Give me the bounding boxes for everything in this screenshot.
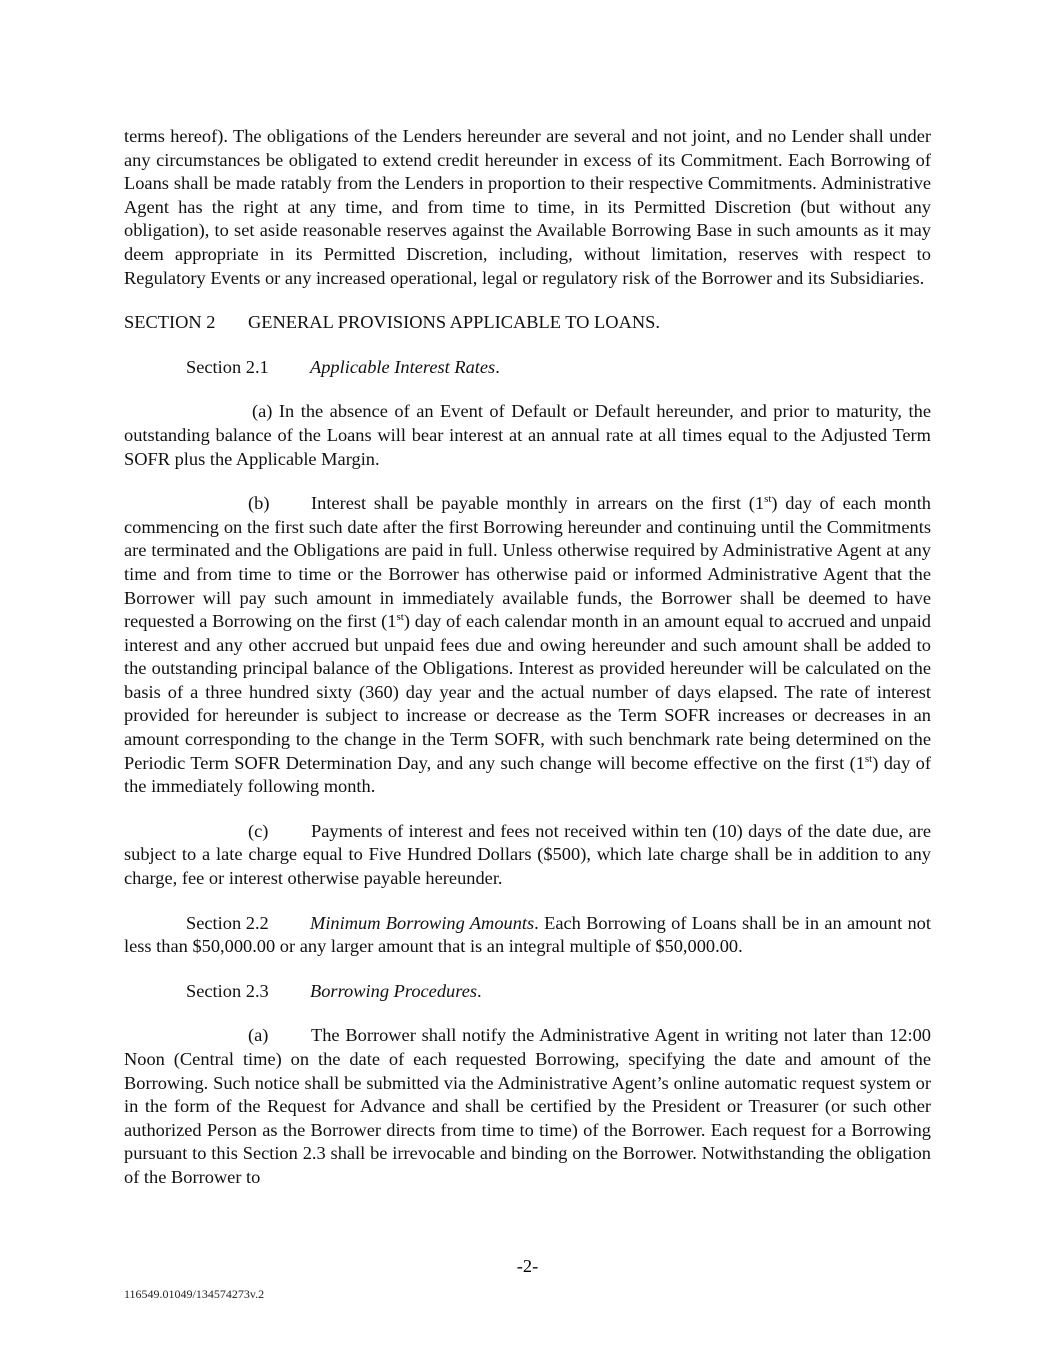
section-2-title: GENERAL PROVISIONS APPLICABLE TO LOANS. bbox=[248, 312, 660, 333]
ordinal-superscript: st bbox=[864, 752, 873, 765]
section-2-1-a-paragraph: (a) In the absence of an Event of Default or Default hereunder, and prior to maturity, the outstanding balance of the Loans will bear interest at an annual rate at all times equal to the Adjusted Term SOFR plus the Applicable Margin. bbox=[124, 401, 931, 469]
section-2-3-title: Borrowing Procedures bbox=[310, 980, 478, 1001]
document-page bbox=[124, 125, 931, 1190]
section-2-1-b-text-1: Interest shall be payable monthly in arrears on the first (1 bbox=[311, 493, 765, 514]
intro-paragraph: terms hereof). The obligations of the Lenders hereunder are several and not joint, and no Lender shall under any circumstances be obligated to extend credit hereunder in excess of its Commitment. Each Borrowing of Loans shall be made ratably from the Lenders in proportion to their respective Commitments. Administrative Agent has the right at any time, and from time to time, in its Permitted Discretion (but without any obligation), to set aside reasonable reserves against the Available Borrowing Base in such amounts as it may deem appropriate in its Permitted Discretion, including, without limitation, reserves with respect to Regulatory Events or any increased operational, legal or regulatory risk of the Borrower and its Subsidiaries. bbox=[124, 126, 931, 288]
section-2-number: SECTION 2 bbox=[124, 312, 216, 333]
section-2-1-title: Applicable Interest Rates bbox=[310, 356, 496, 377]
section-2-1-number: Section 2.1 bbox=[186, 356, 269, 377]
document-id: 116549.01049/134574273v.2 bbox=[124, 1287, 265, 1301]
section-2-1-heading bbox=[124, 356, 931, 380]
section-2-1-c-paragraph bbox=[124, 820, 931, 891]
section-2-2-number: Section 2.2 bbox=[186, 912, 269, 933]
section-2-1-b-label: (b) bbox=[248, 493, 270, 514]
section-2-1-c-text: Payments of interest and fees not received within ten (10) days of the date due, are subject to a late charge equal to Five Hundred Dollars ($500), which late charge shall be in addition to any charge, fee or interest otherwise payable hereunder. bbox=[124, 820, 931, 889]
page-number: -2- bbox=[516, 1256, 539, 1276]
section-2-3-period: . bbox=[477, 980, 482, 1001]
ordinal-superscript: st bbox=[764, 493, 772, 506]
section-2-1-b-text-3: ) day of each calendar month in an amount equal to accrued and unpaid interest and any other accrued but unpaid fees due and owing hereunder and such amount shall be added to the outstanding principal balance of the Obligations. Interest as provided hereunder will be calculated on the basis of a three hundred sixty (360) day year and the actual number of days elapsed. The rate of interest provided for hereunder is subject to increase or decrease as the Term SOFR increases or decreases in an amount corresponding to the change in the Term SOFR, with such benchmark rate being determined on the Periodic Term SOFR Determination Day, and any such change will become effective on the first (1 bbox=[124, 611, 932, 773]
section-2-1-b-text-2: ) day of each month commencing on the first such date after the first Borrowing hereunder and continuing until the Commitments are terminated and the Obligations are paid in full. Unless otherwise required by Administrative Agent at any time and from time to time or the Borrower has otherwise paid or informed Administrative Agent that the Borrower will pay such amount in immediately available funds, the Borrower shall be deemed to have requested a Borrowing on the first (1 bbox=[124, 493, 931, 632]
section-2-1-c-label: (c) bbox=[248, 820, 269, 841]
ordinal-superscript: st bbox=[396, 611, 404, 624]
section-2-1-period: . bbox=[495, 356, 500, 377]
section-2-1-b-text-4: ) day of the immediately following month. bbox=[124, 752, 931, 797]
section-2-2-title: Minimum Borrowing Amounts bbox=[310, 912, 535, 933]
section-2-3-number: Section 2.3 bbox=[186, 980, 269, 1001]
section-2-3-a-text: The Borrower shall notify the Administrative Agent in writing not later than 12:00 Noon (Central time) on the date of each requested Borrowing, specifying the date and amount of the Borrowing. Such notice shall be submitted via the Administrative Agent’s online automatic request system or in the form of the Request for Advance and shall be certified by the President or Treasurer (or such other authorized Person as the Borrower directs from time to time) of the Borrower. Each request for a Borrowing pursuant to this Section 2.3 shall be irrevocable and binding on the Borrower. Notwithstanding the obligation of the Borrower to bbox=[124, 1025, 931, 1187]
section-2-2-text: . Each Borrowing of Loans shall be in an amount not less than $50,000.00 or any larger amount that is an integral multiple of $50,000.00. bbox=[124, 912, 931, 957]
section-2-1-b-paragraph bbox=[124, 492, 931, 799]
section-2-3-a-label: (a) bbox=[248, 1025, 269, 1046]
section-2-3-heading bbox=[124, 980, 931, 1004]
section-2-3-a-paragraph bbox=[124, 1024, 931, 1189]
section-2-2-paragraph bbox=[124, 912, 931, 959]
section-2-heading bbox=[124, 311, 931, 335]
